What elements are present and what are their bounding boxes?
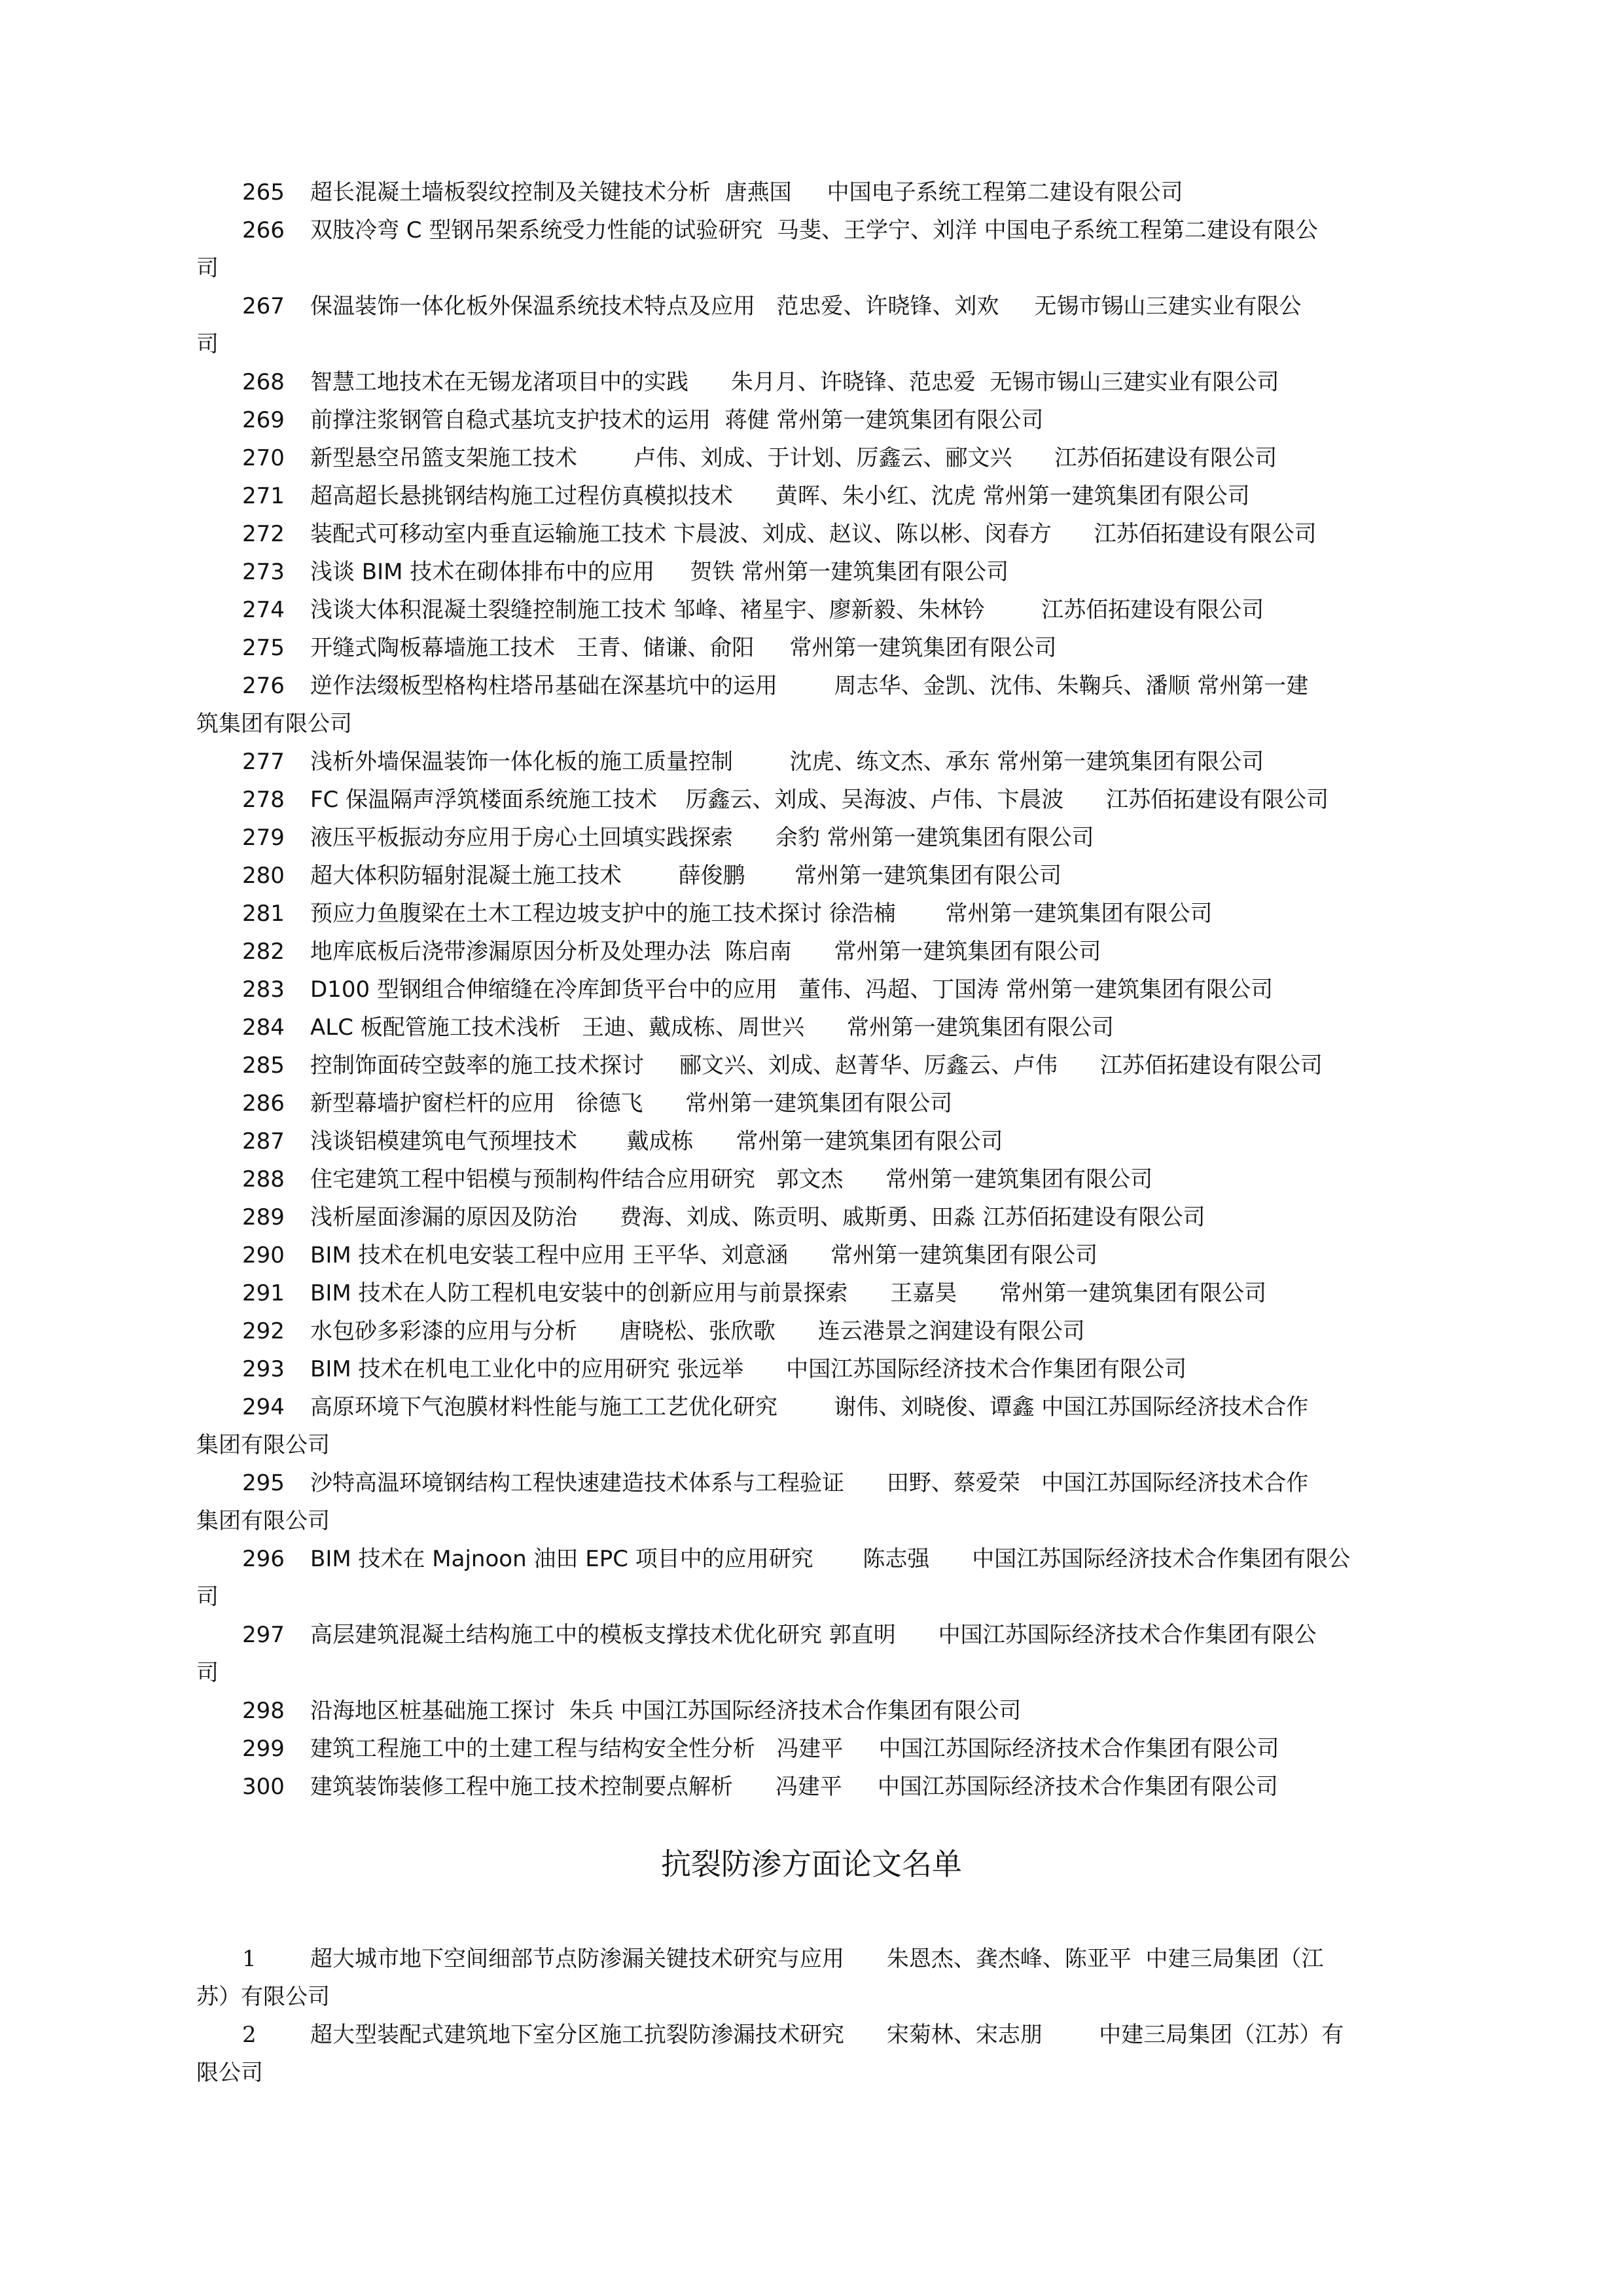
- item-text: 控制饰面砖空鼓率的施工技术探讨 郦文兴、刘成、赵菁华、厉鑫云、卢伟 江苏佰拓建设有限公司: [310, 1052, 1323, 1079]
- item-number: 295: [242, 1470, 285, 1496]
- list-item: [196, 211, 1440, 249]
- item-number: 274: [242, 597, 285, 623]
- item-number: 284: [242, 1014, 285, 1041]
- item-text-continuation: 集团有限公司: [196, 1508, 330, 1534]
- list-item: [196, 1236, 1440, 1274]
- list-item: [196, 1274, 1440, 1312]
- item-number: 286: [242, 1090, 285, 1117]
- item-text: 超大体积防辐射混凝土施工技术 薛俊鹏 常州第一建筑集团有限公司: [310, 863, 1062, 889]
- list-item: [196, 1122, 1440, 1160]
- item-number: 292: [242, 1318, 285, 1344]
- list-item: [196, 1616, 1440, 1654]
- item-text: 超长混凝土墙板裂纹控制及关键技术分析 唐燕国 中国电子系统工程第二建设有限公司: [310, 179, 1183, 206]
- item-text-continuation: 司: [196, 1660, 219, 1686]
- list-item: [196, 933, 1440, 971]
- item-number: 281: [242, 901, 285, 927]
- paper-list-crack-prevention: [196, 1940, 1440, 2092]
- item-text: ALC 板配管施工技术浅析 王迪、戴成栋、周世兴 常州第一建筑集团有限公司: [310, 1014, 1115, 1041]
- item-text: 沙特高温环境钢结构工程快速建造技术体系与工程验证 田野、蔡爱荣 中国江苏国际经济技术合作: [310, 1470, 1309, 1496]
- item-number: 269: [242, 407, 285, 433]
- list-item: [196, 401, 1440, 439]
- list-item: [196, 553, 1440, 591]
- item-text: 预应力鱼腹梁在土木工程边坡支护中的施工技术探讨 徐浩楠 常州第一建筑集团有限公司: [310, 901, 1213, 927]
- list-item: [196, 971, 1440, 1009]
- item-text: 超高超长悬挑钢结构施工过程仿真模拟技术 黄晖、朱小红、沈虎 常州第一建筑集团有限公司: [310, 483, 1250, 509]
- item-number: 271: [242, 483, 285, 509]
- item-number: 265: [242, 179, 285, 206]
- item-number: 282: [242, 939, 285, 965]
- item-number: 299: [242, 1736, 285, 1762]
- item-number: 270: [242, 445, 285, 471]
- item-text: 高原环境下气泡膜材料性能与施工工艺优化研究 谢伟、刘晓俊、谭鑫 中国江苏国际经济技术合作: [310, 1394, 1309, 1420]
- item-text: FC 保温隔声浮筑楼面系统施工技术 厉鑫云、刘成、吴海波、卢伟、卞晨波 江苏佰拓建设有限公司: [310, 787, 1329, 813]
- item-text-continuation: 苏）有限公司: [196, 1984, 330, 2010]
- list-item: [196, 477, 1440, 515]
- item-number: 291: [242, 1280, 285, 1306]
- item-number: 268: [242, 369, 285, 395]
- list-item: [196, 363, 1440, 401]
- item-text: 前撑注浆钢管自稳式基坑支护技术的运用 蒋健 常州第一建筑集团有限公司: [310, 407, 1044, 433]
- list-item: [196, 781, 1440, 819]
- item-text: 浅析屋面渗漏的原因及防治 费海、刘成、陈贡明、戚斯勇、田淼 江苏佰拓建设有限公司: [310, 1204, 1205, 1230]
- list-item: [196, 1047, 1440, 1085]
- list-item: [196, 515, 1440, 553]
- item-text: BIM 技术在机电安装工程中应用 王平华、刘意涵 常州第一建筑集团有限公司: [310, 1242, 1098, 1268]
- item-number: 300: [242, 1774, 285, 1800]
- list-item: [196, 1464, 1440, 1502]
- item-text: 智慧工地技术在无锡龙渚项目中的实践 朱月月、许晓锋、范忠爱 无锡市锡山三建实业有限公司: [310, 369, 1279, 395]
- item-text: D100 型钢组合伸缩缝在冷库卸货平台中的应用 董伟、冯超、丁国涛 常州第一建筑集团有限公司: [310, 977, 1274, 1003]
- item-number: 287: [242, 1128, 285, 1155]
- item-number: 280: [242, 863, 285, 889]
- item-text: 双肢冷弯 C 型钢吊架系统受力性能的试验研究 马斐、王学宁、刘洋 中国电子系统工程第二建设有限公: [310, 217, 1318, 243]
- item-text: 新型幕墙护窗栏杆的应用 徐德飞 常州第一建筑集团有限公司: [310, 1090, 953, 1117]
- list-item: [196, 895, 1440, 933]
- list-item: [196, 1198, 1440, 1236]
- paper-list: [196, 173, 1440, 1806]
- item-text: 水包砂多彩漆的应用与分析 唐晓松、张欣歌 连云港景之润建设有限公司: [310, 1318, 1085, 1344]
- item-text: 高层建筑混凝土结构施工中的模板支撑技术优化研究 郭直明 中国江苏国际经济技术合作集团有限公: [310, 1622, 1317, 1648]
- list-item: [196, 1009, 1440, 1047]
- list-item: [196, 2016, 1440, 2054]
- item-text: BIM 技术在机电工业化中的应用研究 张远举 中国江苏国际经济技术合作集团有限公司: [310, 1356, 1187, 1382]
- item-text: 液压平板振动夯应用于房心土回填实践探索 余豹 常州第一建筑集团有限公司: [310, 825, 1094, 851]
- item-text: 浅析外墙保温装饰一体化板的施工质量控制 沈虎、练文杰、承东 常州第一建筑集团有限公司: [310, 749, 1264, 775]
- item-number: 298: [242, 1698, 285, 1724]
- item-number: 293: [242, 1356, 285, 1382]
- item-number: 294: [242, 1394, 285, 1420]
- list-item: [196, 1160, 1440, 1198]
- list-item: [196, 1312, 1440, 1350]
- list-item: [196, 591, 1440, 629]
- item-number: 272: [242, 521, 285, 547]
- item-text: 浅谈铝模建筑电气预埋技术 戴成栋 常州第一建筑集团有限公司: [310, 1128, 1003, 1155]
- list-item: [196, 667, 1440, 705]
- item-text: 浅谈大体积混凝土裂缝控制施工技术 邹峰、褚星宇、廖新毅、朱林钤 江苏佰拓建设有限公司: [310, 597, 1264, 623]
- item-text: 超大城市地下空间细部节点防渗漏关键技术研究与应用 朱恩杰、龚杰峰、陈亚平 中建三局集团（江: [310, 1946, 1324, 1972]
- list-item: [196, 857, 1440, 895]
- item-text: 新型悬空吊篮支架施工技术 卢伟、刘成、于计划、厉鑫云、郦文兴 江苏佰拓建设有限公司: [310, 445, 1277, 471]
- item-number: 278: [242, 787, 285, 813]
- list-item: [196, 173, 1440, 211]
- item-text-continuation: 司: [196, 255, 219, 281]
- list-item: [196, 1692, 1440, 1730]
- item-text: 建筑装饰装修工程中施工技术控制要点解析 冯建平 中国江苏国际经济技术合作集团有限公司: [310, 1774, 1278, 1800]
- item-number: 267: [242, 293, 285, 319]
- item-text: 保温装饰一体化板外保温系统技术特点及应用 范忠爱、许晓锋、刘欢 无锡市锡山三建实业有限公: [310, 293, 1302, 319]
- item-text-continuation: 筑集团有限公司: [196, 711, 352, 737]
- list-item: [196, 743, 1440, 781]
- list-item: [196, 439, 1440, 477]
- item-number: 277: [242, 749, 285, 775]
- item-number: 289: [242, 1204, 285, 1230]
- item-text: 装配式可移动室内垂直运输施工技术 卞晨波、刘成、赵议、陈以彬、闵春方 江苏佰拓建设有限公司: [310, 521, 1317, 547]
- item-number: 297: [242, 1622, 285, 1648]
- item-text: BIM 技术在 Majnoon 油田 EPC 项目中的应用研究 陈志强 中国江苏国际经济技术合作集团有限公: [310, 1546, 1351, 1572]
- item-number: 1: [242, 1946, 257, 1972]
- list-item: [196, 287, 1440, 325]
- item-text-continuation: 司: [196, 1584, 219, 1610]
- item-number: 279: [242, 825, 285, 851]
- list-item: [196, 1350, 1440, 1388]
- item-number: 276: [242, 673, 285, 699]
- item-number: 266: [242, 217, 285, 243]
- item-number: 290: [242, 1242, 285, 1268]
- item-text: BIM 技术在人防工程机电安装中的创新应用与前景探索 王嘉昊 常州第一建筑集团有限公司: [310, 1280, 1267, 1306]
- item-number: 283: [242, 977, 285, 1003]
- list-item: [196, 1940, 1440, 1978]
- item-number: 2: [242, 2022, 257, 2048]
- item-text: 建筑工程施工中的土建工程与结构安全性分析 冯建平 中国江苏国际经济技术合作集团有限公司: [310, 1736, 1279, 1762]
- item-number: 273: [242, 559, 285, 585]
- item-number: 296: [242, 1546, 285, 1572]
- item-text: 地库底板后浇带渗漏原因分析及处理办法 陈启南 常州第一建筑集团有限公司: [310, 939, 1101, 965]
- item-number: 275: [242, 635, 285, 661]
- list-item: [196, 1768, 1440, 1806]
- item-text-continuation: 司: [196, 331, 219, 357]
- item-text: 超大型装配式建筑地下室分区施工抗裂防渗漏技术研究 宋菊林、宋志朋 中建三局集团（江苏）有: [310, 2022, 1344, 2048]
- item-number: 288: [242, 1166, 285, 1193]
- item-text: 浅谈 BIM 技术在砌体排布中的应用 贺铁 常州第一建筑集团有限公司: [310, 559, 1009, 585]
- item-text: 沿海地区桩基础施工探讨 朱兵 中国江苏国际经济技术合作集团有限公司: [310, 1698, 1022, 1724]
- item-text: 住宅建筑工程中铝模与预制构件结合应用研究 郭文杰 常州第一建筑集团有限公司: [310, 1166, 1153, 1193]
- item-number: 285: [242, 1052, 285, 1079]
- item-text-continuation: 集团有限公司: [196, 1432, 330, 1458]
- list-item: [196, 1085, 1440, 1122]
- item-text: 逆作法缀板型格构柱塔吊基础在深基坑中的运用 周志华、金凯、沈伟、朱鞠兵、潘顺 常州第一建: [310, 673, 1309, 699]
- list-item: [196, 629, 1440, 667]
- list-item: [196, 1540, 1440, 1578]
- list-item: [196, 1388, 1440, 1426]
- item-text: 开缝式陶板幕墙施工技术 王青、储谦、俞阳 常州第一建筑集团有限公司: [310, 635, 1057, 661]
- list-item: [196, 1730, 1440, 1768]
- section-heading: 抗裂防渗方面论文名单: [661, 1846, 962, 1882]
- item-text-continuation: 限公司: [196, 2060, 263, 2086]
- list-item: [196, 819, 1440, 857]
